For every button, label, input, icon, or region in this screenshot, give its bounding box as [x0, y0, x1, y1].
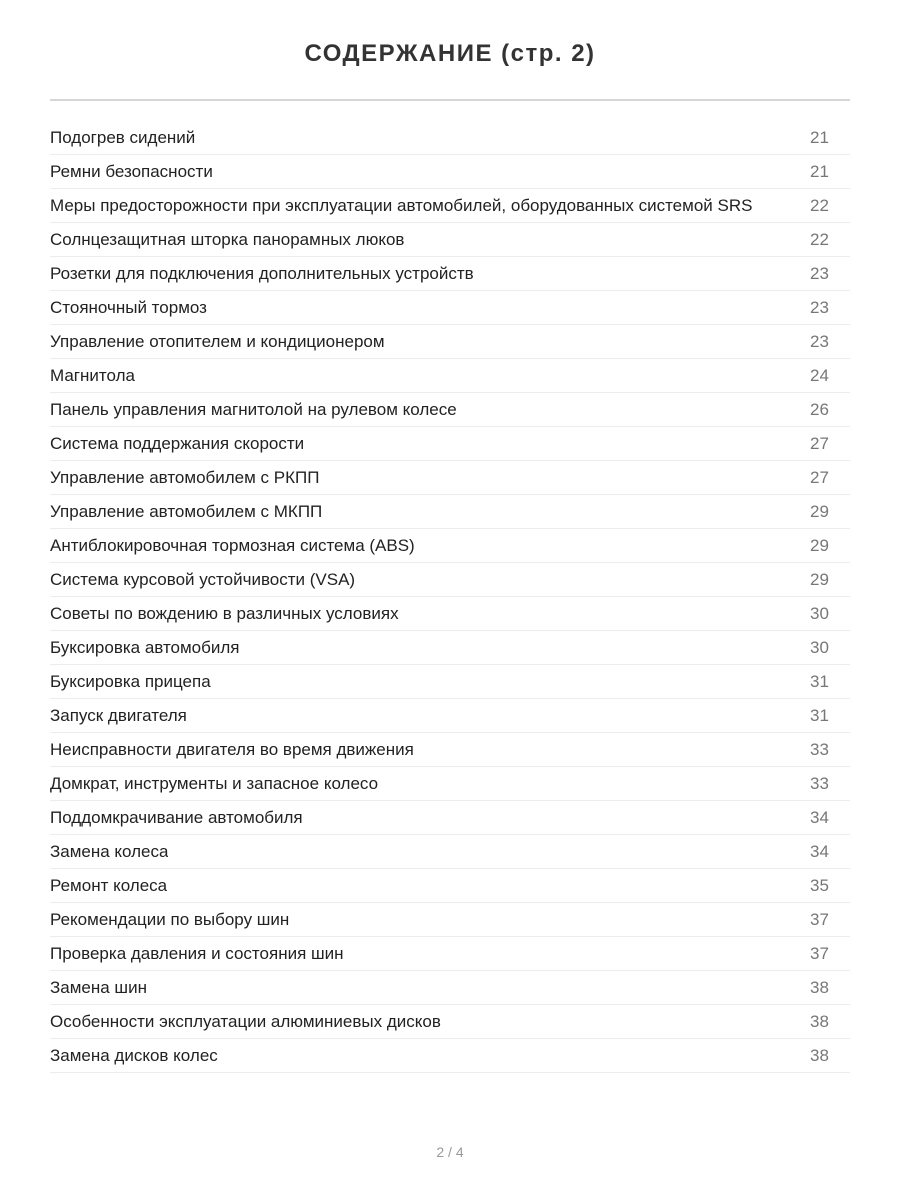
- toc-entry[interactable]: [50, 257, 850, 291]
- toc-entry[interactable]: [50, 427, 850, 461]
- toc-entry-page-number: 33: [810, 739, 829, 759]
- page-indicator: 2 / 4: [436, 1144, 464, 1160]
- toc-entry-title: Домкрат, инструменты и запасное колесо: [50, 773, 379, 793]
- toc-entry-title: Управление отопителем и кондиционером: [50, 331, 385, 351]
- toc-entry-title: Меры предосторожности при эксплуатации автомобилей, оборудованных системой SRS: [50, 195, 753, 215]
- toc-entry[interactable]: [50, 189, 850, 223]
- toc-entry-page-number: 30: [810, 637, 829, 657]
- toc-entry-page-number: 22: [810, 195, 829, 215]
- toc-entry-page-number: 22: [810, 229, 829, 249]
- toc-entry-page-number: 30: [810, 603, 829, 623]
- toc-entry-title: Панель управления магнитолой на рулевом колесе: [50, 399, 457, 419]
- toc-entry[interactable]: [50, 835, 850, 869]
- toc-entry[interactable]: [50, 971, 850, 1005]
- toc-entry-title: Система поддержания скорости: [50, 433, 305, 453]
- toc-entry-title: Замена колеса: [50, 841, 169, 861]
- toc-entry-title: Буксировка прицепа: [50, 671, 211, 691]
- toc-entry[interactable]: [50, 903, 850, 937]
- toc-entry-title: Замена дисков колес: [50, 1045, 218, 1065]
- toc-entry[interactable]: [50, 529, 850, 563]
- toc-entry[interactable]: [50, 699, 850, 733]
- toc-entry-page-number: 37: [810, 909, 829, 929]
- toc-entry[interactable]: [50, 325, 850, 359]
- toc-entry-title: Буксировка автомобиля: [50, 637, 240, 657]
- page-title: СОДЕРЖАНИЕ (стр. 2): [304, 40, 596, 67]
- toc-entry-title: Управление автомобилем с МКПП: [50, 501, 323, 521]
- toc-entry-page-number: 27: [810, 467, 829, 487]
- toc-entry-title: Замена шин: [50, 977, 147, 997]
- toc-entry-page-number: 24: [810, 365, 829, 385]
- toc-entry[interactable]: [50, 733, 850, 767]
- toc-entry-title: Особенности эксплуатации алюминиевых дисков: [50, 1011, 441, 1031]
- toc-entry[interactable]: [50, 121, 850, 155]
- toc-entry-page-number: 26: [810, 399, 829, 419]
- toc-entry-title: Неисправности двигателя во время движения: [50, 739, 414, 759]
- toc-entry-page-number: 38: [810, 1011, 829, 1031]
- toc-entry-title: Проверка давления и состояния шин: [50, 943, 344, 963]
- toc-entry-title: Запуск двигателя: [50, 705, 187, 725]
- toc-entry-page-number: 21: [810, 127, 829, 147]
- toc-entry-title: Ремонт колеса: [50, 875, 168, 895]
- toc-entry-title: Советы по вождению в различных условиях: [50, 603, 399, 623]
- toc-entry[interactable]: [50, 359, 850, 393]
- title-divider: [50, 99, 850, 101]
- toc-entry-page-number: 23: [810, 331, 829, 351]
- toc-entry-title: Ремни безопасности: [50, 161, 213, 181]
- toc-entry-page-number: 31: [810, 671, 829, 691]
- toc-entry[interactable]: [50, 223, 850, 257]
- toc-entry-page-number: 31: [810, 705, 829, 725]
- toc-entry[interactable]: [50, 665, 850, 699]
- toc-entry-page-number: 33: [810, 773, 829, 793]
- toc-entry-title: Управление автомобилем с РКПП: [50, 467, 320, 487]
- toc-entry[interactable]: [50, 393, 850, 427]
- toc-entry-title: Антиблокировочная тормозная система (ABS): [50, 535, 415, 555]
- toc-entry[interactable]: [50, 1039, 850, 1073]
- toc-entry[interactable]: [50, 801, 850, 835]
- toc-entry-page-number: 35: [810, 875, 829, 895]
- toc-entry-page-number: 29: [810, 569, 829, 589]
- toc-entry[interactable]: [50, 631, 850, 665]
- toc-entry-title: Система курсовой устойчивости (VSA): [50, 569, 356, 589]
- toc-entry-page-number: 29: [810, 535, 829, 555]
- toc-entry-page-number: 23: [810, 263, 829, 283]
- toc-entry[interactable]: [50, 767, 850, 801]
- toc-entry[interactable]: [50, 597, 850, 631]
- table-of-contents: [50, 121, 850, 1073]
- toc-entry-page-number: 27: [810, 433, 829, 453]
- toc-entry[interactable]: [50, 1005, 850, 1039]
- toc-entry-title: Подогрев сидений: [50, 127, 196, 147]
- toc-entry-page-number: 23: [810, 297, 829, 317]
- toc-entry[interactable]: [50, 461, 850, 495]
- toc-entry-page-number: 34: [810, 807, 829, 827]
- toc-entry[interactable]: [50, 495, 850, 529]
- toc-entry-page-number: 21: [810, 161, 829, 181]
- toc-entry-page-number: 38: [810, 977, 829, 997]
- toc-entry[interactable]: [50, 869, 850, 903]
- toc-entry[interactable]: [50, 937, 850, 971]
- toc-entry-page-number: 38: [810, 1045, 829, 1065]
- toc-entry[interactable]: [50, 291, 850, 325]
- toc-entry-title: Солнцезащитная шторка панорамных люков: [50, 229, 405, 249]
- toc-entry-title: Стояночный тормоз: [50, 297, 207, 317]
- toc-entry-title: Поддомкрачивание автомобиля: [50, 807, 303, 827]
- toc-entry[interactable]: [50, 155, 850, 189]
- toc-entry-page-number: 29: [810, 501, 829, 521]
- toc-entry-page-number: 37: [810, 943, 829, 963]
- toc-entry-page-number: 34: [810, 841, 829, 861]
- toc-entry-title: Магнитола: [50, 365, 135, 385]
- toc-entry[interactable]: [50, 563, 850, 597]
- toc-entry-title: Розетки для подключения дополнительных устройств: [50, 263, 474, 283]
- toc-entry-title: Рекомендации по выбору шин: [50, 909, 290, 929]
